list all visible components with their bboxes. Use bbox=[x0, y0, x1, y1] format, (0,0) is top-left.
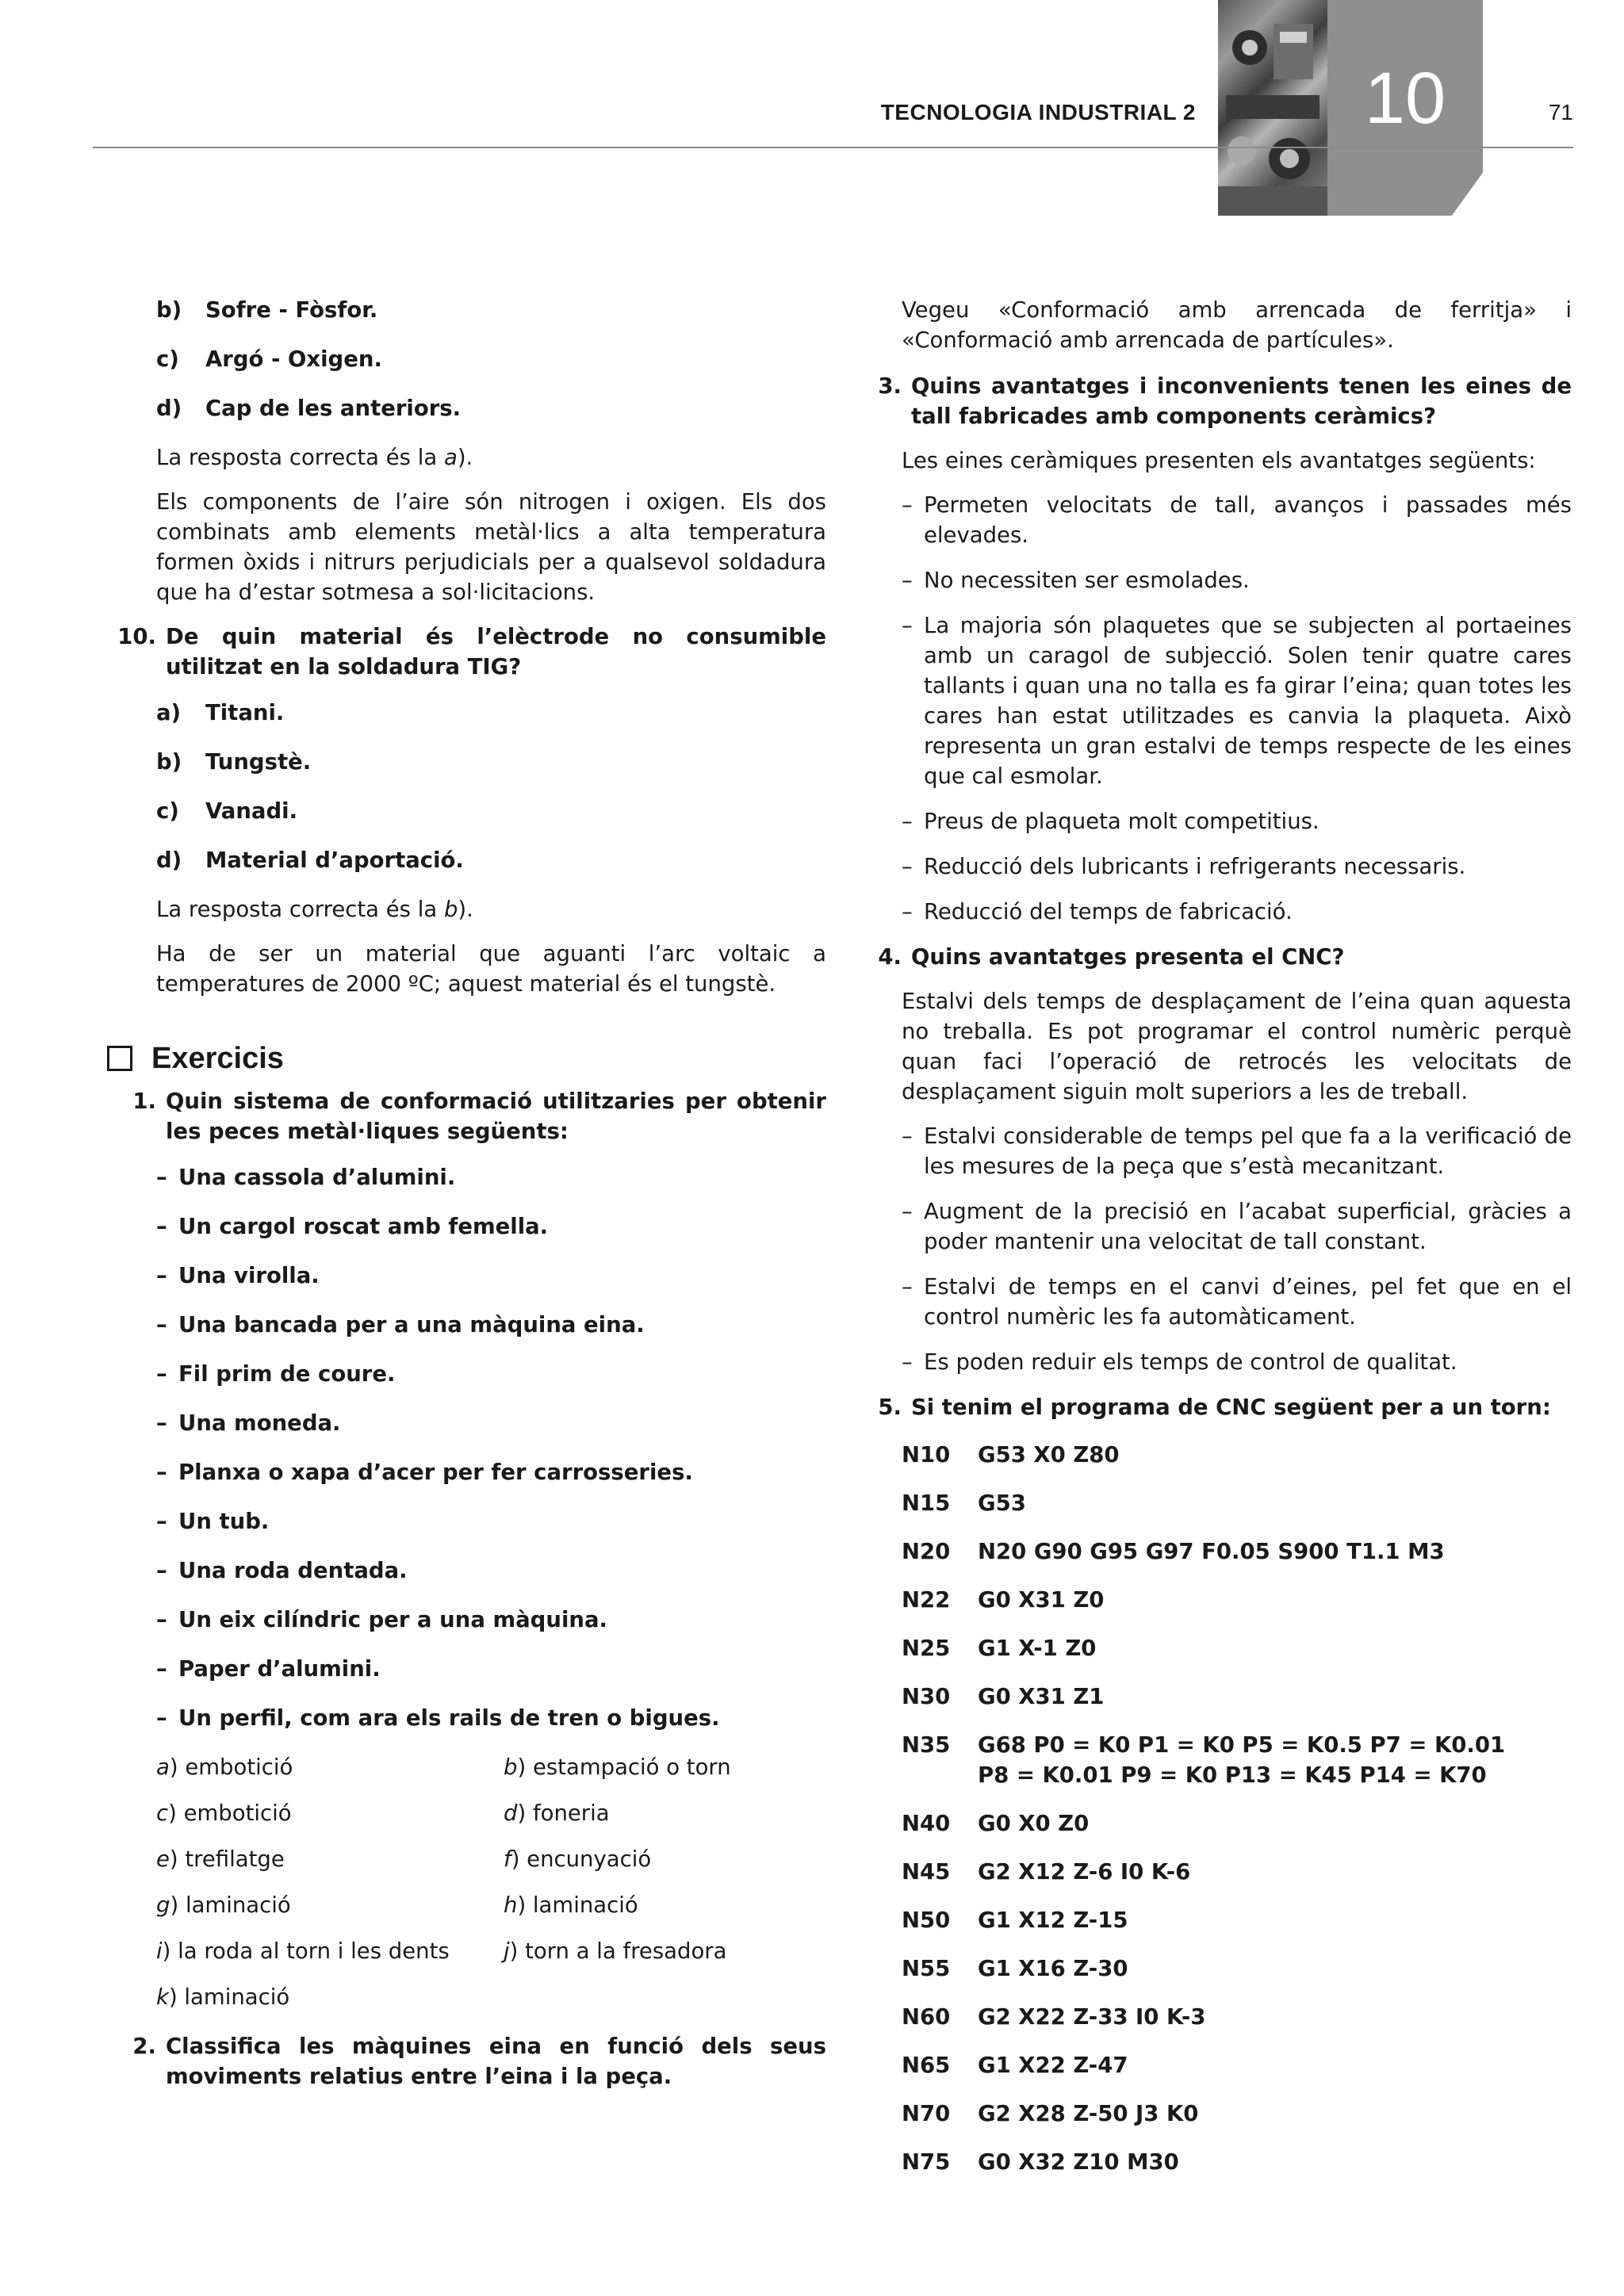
exercise-2: 2. Classifica les màquines eina en funció dels seus moviments relatius entre l’eina i la peça. bbox=[132, 2034, 826, 2089]
q10-option-a: a) Titani. bbox=[156, 700, 285, 725]
list-item-text: Un perfil, com ara els rails de tren o bigues. bbox=[178, 1705, 720, 1731]
list-item-text: La majoria són plaquetes que se subjecten al portaeines amb un caragol de subjecció. Solen tenir quatre cares tallants i quan una no talla es fa girar l’eina; quan totes les cares han estat utilitzades es canvia la plaqueta. Això representa un gran estalvi de temps respecte de les eines que cal esmolar. bbox=[924, 613, 1572, 789]
dash-bullet: – bbox=[902, 1123, 913, 1149]
right-column bbox=[868, 295, 1572, 2195]
list-item-text: Un cargol roscat amb femella. bbox=[178, 1214, 549, 1239]
dash-bullet: – bbox=[156, 1460, 167, 1485]
chapter-photo-engine bbox=[1218, 0, 1327, 216]
list-item bbox=[156, 1556, 826, 1586]
list-item bbox=[902, 490, 1572, 550]
section-heading bbox=[107, 1043, 826, 1073]
exercise-1-list bbox=[156, 1162, 826, 1733]
dash-bullet: – bbox=[902, 568, 913, 593]
header-divider bbox=[93, 147, 1573, 148]
cnc-code-text: G1 X16 Z-30 bbox=[978, 1956, 1128, 1981]
answer-item: j) torn a la fresadora bbox=[504, 1938, 727, 1964]
list-item bbox=[902, 1272, 1572, 1332]
dash-bullet: – bbox=[156, 1558, 167, 1583]
cnc-code-text: G1 X-1 Z0 bbox=[978, 1636, 1097, 1661]
list-item-text: Augment de la precisió en l’acabat superficial, gràcies a poder mantenir una velocitat de tall constant. bbox=[924, 1199, 1572, 1254]
dash-bullet: – bbox=[156, 1607, 167, 1632]
list-item bbox=[156, 1211, 826, 1242]
cnc-code bbox=[978, 2099, 1572, 2129]
exercise-4: 4. Quins avantatges presenta el CNC? bbox=[878, 944, 1345, 970]
cnc-code-text: G2 X28 Z-50 J3 K0 bbox=[978, 2101, 1199, 2126]
cnc-line-number: N35 bbox=[902, 1732, 951, 1758]
cnc-code bbox=[978, 2050, 1572, 2080]
list-item-text: Un eix cilíndric per a una màquina. bbox=[178, 1607, 607, 1632]
dash-bullet: – bbox=[902, 1199, 913, 1224]
cnc-code bbox=[978, 1682, 1572, 1712]
list-item bbox=[902, 1347, 1572, 1377]
checkbox-square-icon bbox=[107, 1046, 132, 1071]
dash-bullet: – bbox=[902, 613, 913, 638]
dash-bullet: – bbox=[156, 1165, 167, 1190]
dash-bullet: – bbox=[156, 1361, 167, 1387]
answer-item: e) trefilatge bbox=[156, 1846, 285, 1872]
list-item bbox=[156, 1310, 826, 1340]
exercise-5: 5. Si tenim el programa de CNC següent per a un torn: bbox=[878, 1395, 1551, 1420]
cnc-line-number: N75 bbox=[902, 2149, 951, 2175]
dash-bullet: – bbox=[156, 1214, 167, 1239]
list-item-text: Una roda dentada. bbox=[178, 1558, 408, 1583]
cnc-code-text: G1 X12 Z-15 bbox=[978, 1908, 1128, 1933]
answer-line: La resposta correcta és la a). bbox=[156, 445, 473, 470]
option-d: d) Cap de les anteriors. bbox=[156, 396, 462, 421]
list-item-text: No necessiten ser esmolades. bbox=[924, 568, 1250, 593]
cnc-line-number: N40 bbox=[902, 1811, 951, 1836]
list-item bbox=[156, 1359, 826, 1389]
cnc-line-number: N55 bbox=[902, 1956, 951, 1981]
cnc-code-text: G68 P0 = K0 P1 = K0 P5 = K0.5 P7 = K0.01 bbox=[978, 1732, 1506, 1758]
cnc-code-text: G0 X0 Z0 bbox=[978, 1811, 1090, 1836]
cnc-code bbox=[978, 1633, 1572, 1663]
q10-option-c: c) Vanadi. bbox=[156, 798, 298, 824]
option-b: b) Sofre - Fòsfor. bbox=[156, 297, 378, 323]
list-item bbox=[156, 1506, 826, 1536]
dash-bullet: – bbox=[902, 1349, 913, 1375]
cnc-code bbox=[978, 2002, 1572, 2032]
q10-option-b: b) Tungstè. bbox=[156, 749, 312, 775]
cnc-code bbox=[978, 1440, 1572, 1470]
left-column bbox=[93, 295, 826, 2091]
answer-item: c) embotició bbox=[156, 1800, 292, 1826]
answer-item: i) la roda al torn i les dents bbox=[156, 1938, 450, 1964]
list-item-text: Paper d’alumini. bbox=[178, 1656, 381, 1682]
cnc-line-number: N30 bbox=[902, 1684, 951, 1709]
exercise-3-list bbox=[902, 490, 1572, 927]
dash-bullet: – bbox=[156, 1656, 167, 1682]
cnc-code-text: G53 X0 Z80 bbox=[978, 1442, 1120, 1468]
list-item bbox=[156, 1261, 826, 1291]
dash-bullet: – bbox=[156, 1705, 167, 1731]
list-item-text: Un tub. bbox=[178, 1509, 270, 1534]
list-item-text: Una bancada per a una màquina eina. bbox=[178, 1312, 645, 1337]
exercise-1: 1. Quin sistema de conformació utilitzaries per obtenir les peces metàl·liques següents: bbox=[132, 1089, 826, 1144]
cnc-line-number: N25 bbox=[902, 1636, 951, 1661]
answer-item: d) foneria bbox=[504, 1800, 610, 1826]
cnc-code-text: G0 X31 Z1 bbox=[978, 1684, 1105, 1709]
cnc-line-number: N65 bbox=[902, 2053, 951, 2078]
answer-item: f) encunyació bbox=[504, 1846, 652, 1872]
list-item bbox=[156, 1162, 826, 1192]
exercise-1-answers bbox=[156, 1752, 826, 2012]
question-10: 10. De quin material és l’elèctrode no consumible utilitzat en la soldadura TIG? bbox=[117, 624, 826, 679]
cnc-line-number: N50 bbox=[902, 1908, 951, 1933]
dash-bullet: – bbox=[902, 854, 913, 879]
answer-item: k) laminació bbox=[156, 1984, 290, 2010]
cnc-code-text: P8 = K0.01 P9 = K0 P13 = K45 P14 = K70 bbox=[978, 1762, 1487, 1788]
reference-paragraph: Vegeu «Conformació amb arrencada de ferritja» i «Conformació amb arrencada de partícules». bbox=[902, 297, 1572, 353]
cnc-line-number: N22 bbox=[902, 1587, 951, 1613]
list-item bbox=[902, 565, 1572, 595]
cnc-code-text: G0 X31 Z0 bbox=[978, 1587, 1105, 1613]
list-item bbox=[156, 1605, 826, 1635]
cnc-code-text: G1 X22 Z-47 bbox=[978, 2053, 1128, 2078]
list-item bbox=[902, 1196, 1572, 1257]
section-title: Exercicis bbox=[151, 1042, 284, 1075]
cnc-code bbox=[978, 1857, 1572, 1887]
cnc-code bbox=[978, 1488, 1572, 1518]
cnc-code bbox=[978, 2147, 1572, 2177]
list-item bbox=[902, 610, 1572, 791]
dash-bullet: – bbox=[156, 1410, 167, 1436]
cnc-code bbox=[978, 1730, 1572, 1790]
cnc-line-number: N70 bbox=[902, 2101, 951, 2126]
list-item-text: Es poden reduir els temps de control de qualitat. bbox=[924, 1349, 1457, 1375]
cnc-line-number: N15 bbox=[902, 1490, 951, 1516]
option-c: c) Argó - Oxigen. bbox=[156, 346, 382, 372]
list-item-text: Estalvi considerable de temps pel que fa a la verificació de les mesures de la peça que s’està mecanitzant. bbox=[924, 1123, 1572, 1179]
dash-bullet: – bbox=[156, 1509, 167, 1534]
answer-line: La resposta correcta és la b). bbox=[156, 897, 473, 922]
list-item-text: Preus de plaqueta molt competitius. bbox=[924, 809, 1320, 834]
dash-bullet: – bbox=[156, 1263, 167, 1288]
cnc-code bbox=[978, 1954, 1572, 1984]
cnc-line-number: N60 bbox=[902, 2004, 951, 2030]
list-item bbox=[902, 851, 1572, 882]
cnc-code-text: G53 bbox=[978, 1490, 1026, 1516]
exercise-3: 3. Quins avantatges i inconvenients tenen les eines de tall fabricades amb components ceràmics? bbox=[878, 373, 1572, 429]
chapter-number: 10 bbox=[1364, 58, 1446, 139]
list-item-text: Una virolla. bbox=[178, 1263, 320, 1288]
list-item bbox=[902, 1121, 1572, 1181]
cnc-code bbox=[978, 1808, 1572, 1839]
answer-item: a) embotició bbox=[156, 1755, 293, 1780]
cnc-code-text: G2 X22 Z-33 I0 K-3 bbox=[978, 2004, 1206, 2030]
answer-item: h) laminació bbox=[504, 1892, 638, 1918]
cnc-line-number: N45 bbox=[902, 1859, 951, 1885]
cnc-line-number: N10 bbox=[902, 1442, 951, 1468]
list-item-text: Fil prim de coure. bbox=[178, 1361, 396, 1387]
list-item-text: Reducció dels lubricants i refrigerants necessaris. bbox=[924, 854, 1466, 879]
exercise-3-intro: Les eines ceràmiques presenten els avantatges següents: bbox=[902, 448, 1536, 473]
list-item bbox=[156, 1654, 826, 1684]
cnc-code-text: G2 X12 Z-6 I0 K-6 bbox=[978, 1859, 1191, 1885]
list-item-text: Una cassola d’alumini. bbox=[178, 1165, 456, 1190]
explanation-paragraph: Els components de l’aire són nitrogen i oxigen. Els dos combinats amb elements metàl·lics a alta temperatura formen òxids i nitrurs perjudicials per a qualsevol soldadura que ha d’estar sotmesa a sol·licitacions. bbox=[156, 489, 826, 605]
dash-bullet: – bbox=[156, 1312, 167, 1337]
dash-bullet: – bbox=[902, 899, 913, 924]
list-item bbox=[156, 1457, 826, 1487]
list-item bbox=[902, 897, 1572, 927]
book-title: TECNOLOGIA INDUSTRIAL 2 bbox=[880, 100, 1196, 124]
list-item bbox=[902, 806, 1572, 836]
answer-item: b) estampació o torn bbox=[504, 1755, 731, 1780]
cnc-program bbox=[902, 1440, 1572, 2195]
cnc-code-text: N20 G90 G95 G97 F0.05 S900 T1.1 M3 bbox=[978, 1539, 1445, 1564]
list-item-text: Una moneda. bbox=[178, 1410, 341, 1436]
cnc-code bbox=[978, 1585, 1572, 1615]
dash-bullet: – bbox=[902, 1274, 913, 1299]
page-number: 71 bbox=[1548, 100, 1573, 124]
list-item bbox=[156, 1703, 826, 1733]
cnc-code bbox=[978, 1536, 1572, 1567]
exercise-4-intro: Estalvi dels temps de desplaçament de l’eina quan aquesta no treballa. Es pot programar el control numèric perquè quan faci l’operació de retrocés les velocitats de desplaçament siguin molt superiors a les de treball. bbox=[902, 989, 1572, 1104]
answer-item: g) laminació bbox=[156, 1892, 291, 1918]
dash-bullet: – bbox=[902, 492, 913, 518]
cnc-code bbox=[978, 1905, 1572, 1935]
list-item-text: Reducció del temps de fabricació. bbox=[924, 899, 1293, 924]
q10-option-d: d) Material d’aportació. bbox=[156, 848, 464, 873]
explanation-paragraph: Ha de ser un material que aguanti l’arc voltaic a temperatures de 2000 ºC; aquest material és el tungstè. bbox=[156, 941, 826, 997]
list-item-text: Planxa o xapa d’acer per fer carrosseries. bbox=[178, 1460, 693, 1485]
list-item-text: Permeten velocitats de tall, avanços i passades més elevades. bbox=[924, 492, 1572, 548]
list-item-text: Estalvi de temps en el canvi d’eines, pel fet que en el control numèric les fa automàticament. bbox=[924, 1274, 1572, 1330]
exercise-4-list bbox=[902, 1121, 1572, 1377]
list-item bbox=[156, 1408, 826, 1438]
cnc-code-text: G0 X32 Z10 M30 bbox=[978, 2149, 1179, 2175]
engine-image-icon bbox=[1218, 0, 1327, 216]
dash-bullet: – bbox=[902, 809, 913, 834]
cnc-line-number: N20 bbox=[902, 1539, 951, 1564]
